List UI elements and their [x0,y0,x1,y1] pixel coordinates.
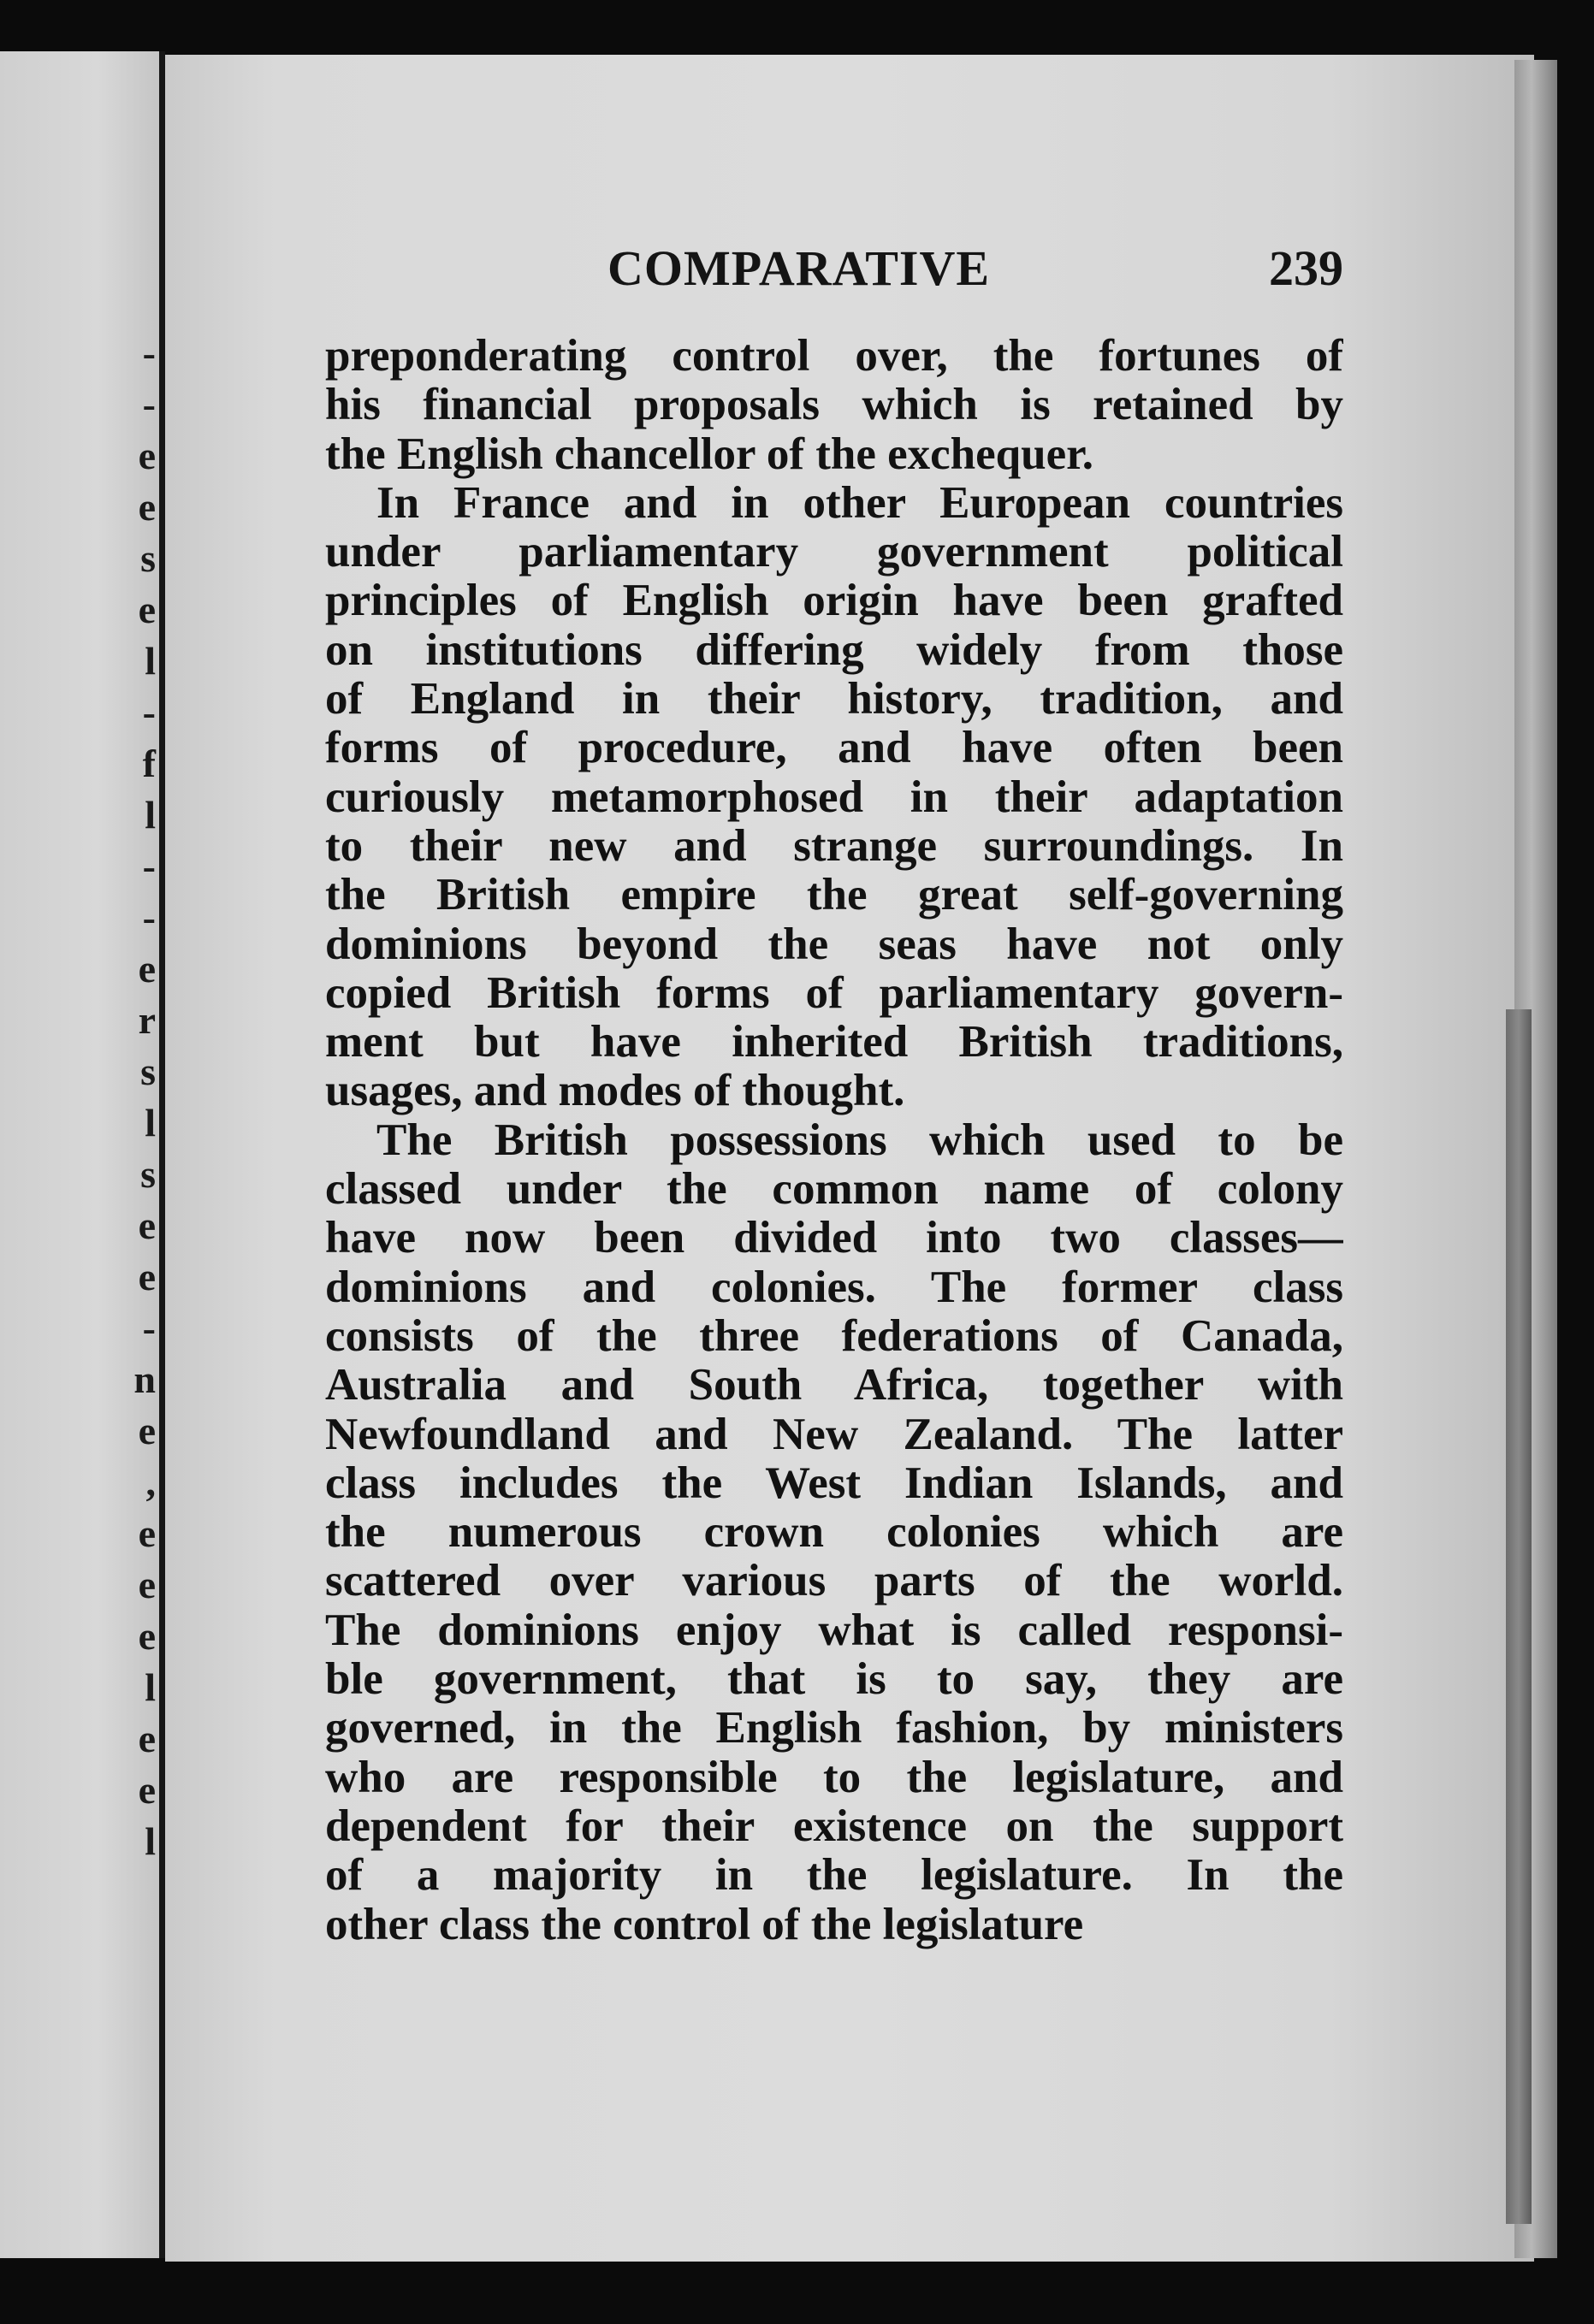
text-line: classed under the common name of colony [325,1165,1343,1215]
left-page-glyph: e [138,1614,156,1658]
text-line: his financial proposals which is retained by [325,381,1343,430]
text-line: under parliamentary government political [325,528,1343,577]
left-page-glyph: s [140,1152,156,1196]
left-page-glyph: e [138,1717,156,1760]
text-line: principles of English origin have been grafted [325,577,1343,626]
text-line: Newfoundland and New Zealand. The latter [325,1410,1343,1459]
text-line: preponderating control over, the fortunes of [325,332,1343,381]
text-line: Australia and South Africa, together with [325,1361,1343,1410]
left-page-edge-text [121,51,156,2258]
running-title: COMPARATIVE [607,240,991,296]
text-line: the numerous crown colonies which are [325,1508,1343,1558]
paragraph [325,332,1343,479]
paragraph [325,479,1343,1116]
left-page-glyph: , [145,1460,156,1504]
left-page-glyph: - [142,331,156,375]
left-page-glyph: l [145,639,156,683]
left-page-glyph: n [133,1357,156,1401]
left-page-glyph: l [145,1819,156,1863]
left-page-fragment [0,51,163,2258]
left-page-glyph: e [138,485,156,529]
left-page-glyph: - [142,896,156,939]
left-page-glyph: e [138,947,156,991]
running-head [325,239,1343,299]
left-page-glyph: e [138,1203,156,1247]
text-line: dominions beyond the seas have not only [325,920,1343,969]
text-line: of England in their history, tradition, and [325,675,1343,724]
left-page-glyph: e [138,1563,156,1606]
text-line: dominions and colonies. The former class [325,1263,1343,1312]
left-page-glyph: e [138,1511,156,1555]
page-number: 239 [1269,240,1343,296]
text-line: scattered over various parts of the world. [325,1557,1343,1606]
left-page-glyph: - [142,1306,156,1350]
left-page-glyph: - [142,690,156,734]
left-page-glyph: e [138,588,156,631]
text-line: dependent for their existence on the support [325,1801,1343,1851]
left-page-glyph: e [138,1409,156,1452]
text-line: to their new and strange surroundings. In [325,821,1343,871]
text-line: on institutions differing widely from those [325,625,1343,675]
text-line: class includes the West Indian Islands, and [325,1458,1343,1508]
left-page-glyph: e [138,1768,156,1812]
body-text [325,332,1343,1949]
text-line: the English chancellor of the exchequer. [325,429,1094,479]
text-line: In France and in other European countries [376,478,1343,528]
text-line: governed, in the English fashion, by ministers [325,1704,1343,1753]
text-line: The dominions enjoy what is called responsi- [325,1606,1343,1655]
left-page-glyph: r [138,998,156,1042]
left-page-glyph: l [145,793,156,837]
left-page-glyph: l [145,1101,156,1144]
text-line: ment but have inherited British traditions, [325,1018,1343,1067]
left-page-glyph: - [142,844,156,888]
text-line: forms of procedure, and have often been [325,724,1343,773]
text-line: of a majority in the legislature. In the [325,1851,1343,1901]
left-page-glyph: s [140,536,156,580]
left-page-glyph: e [138,1255,156,1298]
left-page-glyph: e [138,434,156,477]
left-page-glyph: f [142,742,156,785]
text-line: usages, and modes of thought. [325,1067,905,1116]
left-page-glyph: l [145,1665,156,1709]
text-line: other class the control of the legislature [325,1900,1084,1949]
text-line: ble government, that is to say, they are [325,1655,1343,1705]
text-line: consists of the three federations of Canada, [325,1311,1343,1361]
left-page-glyph: s [140,1050,156,1093]
text-line: the British empire the great self-governing [325,871,1343,920]
text-line: copied British forms of parliamentary govern- [325,968,1343,1018]
text-line: The British possessions which used to be [376,1115,1343,1165]
text-line: curiously metamorphosed in their adaptation [325,772,1343,822]
left-page-glyph: - [142,382,156,426]
book-gutter [159,51,165,2258]
paragraph [325,1116,1343,1949]
page-stack-shadow [1506,1009,1532,2224]
text-line: have now been divided into two classes— [325,1214,1343,1263]
text-line: who are responsible to the legislature, and [325,1753,1343,1802]
